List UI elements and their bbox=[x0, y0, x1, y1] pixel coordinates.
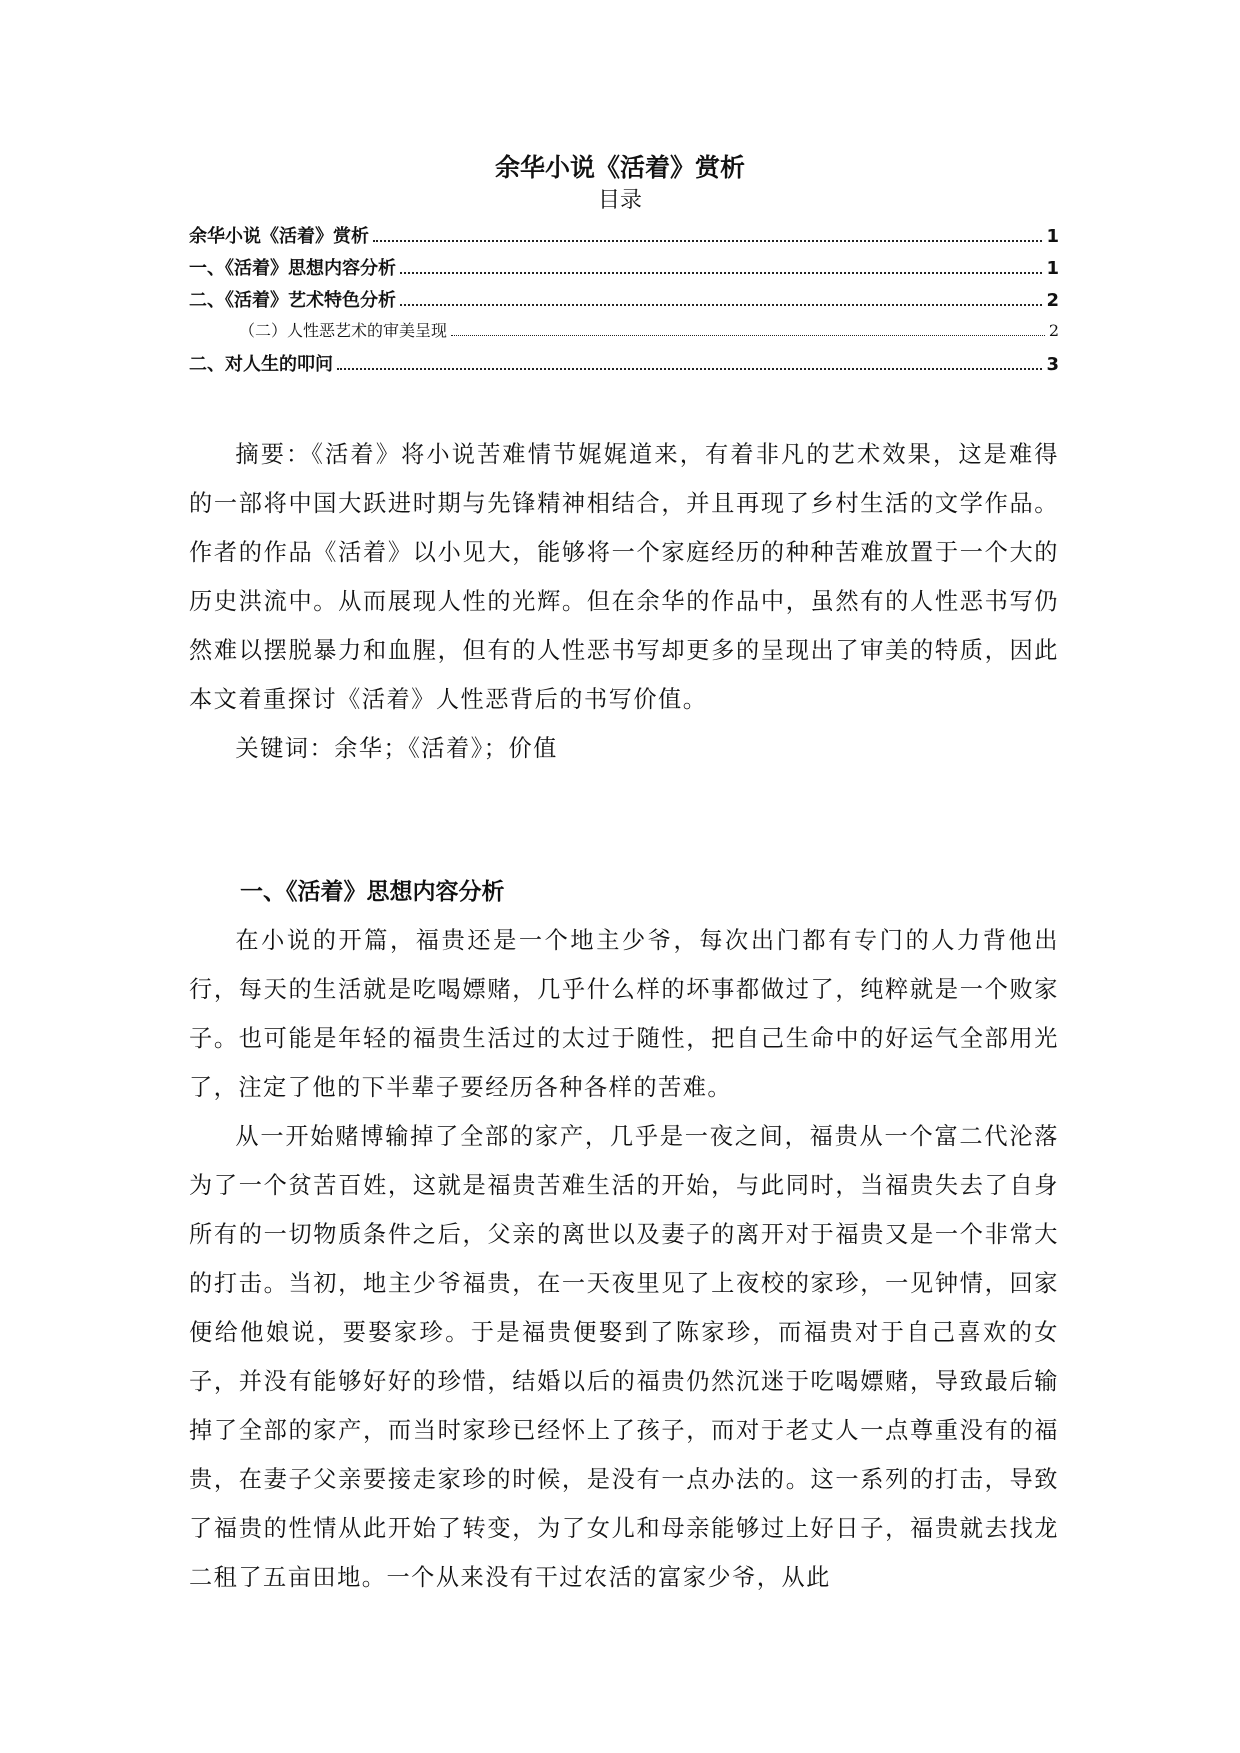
toc-heading: 目录 bbox=[597, 188, 642, 213]
toc-leader-dots bbox=[337, 368, 1042, 370]
toc-entry-page: 2 bbox=[1048, 321, 1059, 340]
toc-entry[interactable] bbox=[189, 222, 1059, 254]
toc-entry-text: 一、《活着》思想内容分析 bbox=[189, 258, 396, 279]
keywords-section bbox=[189, 724, 1059, 773]
toc-entry-text: （二）人性恶艺术的审美呈现 bbox=[239, 321, 448, 340]
toc-entry-page: 1 bbox=[1046, 226, 1059, 247]
toc-entry-text: 余华小说《活着》赏析 bbox=[189, 226, 369, 247]
body-paragraph: 从一开始赌博输掉了全部的家产，几乎是一夜之间，福贵从一个富二代沦落为了一个贫苦百姓，这就是福贵苦难生活的开始，与此同时，当福贵失去了自身所有的一切物质条件之后，父亲的离世以及妻子的离开对于福贵又是一个非常大的打击。当初，地主少爷福贵，在一天夜里见了上夜校的家珍，一见钟情，回家便给他娘说，要娶家珍。于是福贵便娶到了陈家珍，而福贵对于自己喜欢的女子，并没有能够好好的珍惜，结婚以后的福贵仍然沉迷于吃喝嫖赌，导致最后输掉了全部的家产，而当时家珍已经怀上了孩子，而对于老丈人一点尊重没有的福贵，在妻子父亲要接走家珍的时候，是没有一点办法的。这一系列的打击，导致了福贵的性情从此开始了转变，为了女儿和母亲能够过上好日子，福贵就去找龙二租了五亩田地。一个从来没有干过农活的富家少爷，从此 bbox=[189, 1123, 1059, 1591]
toc-leader-dots bbox=[400, 304, 1042, 306]
section-body bbox=[189, 916, 1059, 1602]
toc-entry-page: 1 bbox=[1046, 258, 1059, 279]
abstract-paragraph: 摘要：《活着》将小说苦难情节娓娓道来，有着非凡的艺术效果，这是难得的一部将中国大跃进时期与先锋精神相结合，并且再现了乡村生活的文学作品。作者的作品《活着》以小见大，能够将一个家庭经历的种种苦难放置于一个大的历史洪流中。从而展现人性的光辉。但在余华的作品中，虽然有的人性恶书写仍然难以摆脱暴力和血腥，但有的人性恶书写却更多的呈现出了审美的特质，因此本文着重探讨《活着》人性恶背后的书写价值。 bbox=[189, 441, 1059, 713]
document-title: 余华小说《活着》赏析 bbox=[494, 153, 745, 182]
toc-entry[interactable] bbox=[189, 286, 1059, 318]
table-of-contents bbox=[189, 222, 1059, 382]
keywords-line: 关键词：余华；《活着》；价值 bbox=[235, 735, 558, 762]
body-paragraph: 在小说的开篇，福贵还是一个地主少爷，每次出门都有专门的人力背他出行，每天的生活就是吃喝嫖赌，几乎什么样的坏事都做过了，纯粹就是一个败家子。也可能是年轻的福贵生活过的太过于随性，把自己生命中的好运气全部用光了，注定了他的下半辈子要经历各种各样的苦难。 bbox=[189, 927, 1059, 1101]
toc-entry[interactable] bbox=[189, 350, 1059, 382]
toc-entry[interactable] bbox=[189, 318, 1059, 350]
toc-entry-text: 二、对人生的叩问 bbox=[189, 354, 333, 375]
toc-leader-dots bbox=[373, 240, 1042, 242]
toc-entry-page: 2 bbox=[1046, 290, 1059, 311]
toc-leader-dots bbox=[400, 272, 1042, 274]
toc-entry[interactable] bbox=[189, 254, 1059, 286]
toc-entry-page: 3 bbox=[1046, 354, 1059, 375]
toc-entry-text: 二、《活着》艺术特色分析 bbox=[189, 290, 396, 311]
section-heading: 一、《活着》思想内容分析 bbox=[240, 879, 505, 905]
abstract-section bbox=[189, 430, 1059, 724]
toc-leader-dots bbox=[451, 335, 1045, 336]
